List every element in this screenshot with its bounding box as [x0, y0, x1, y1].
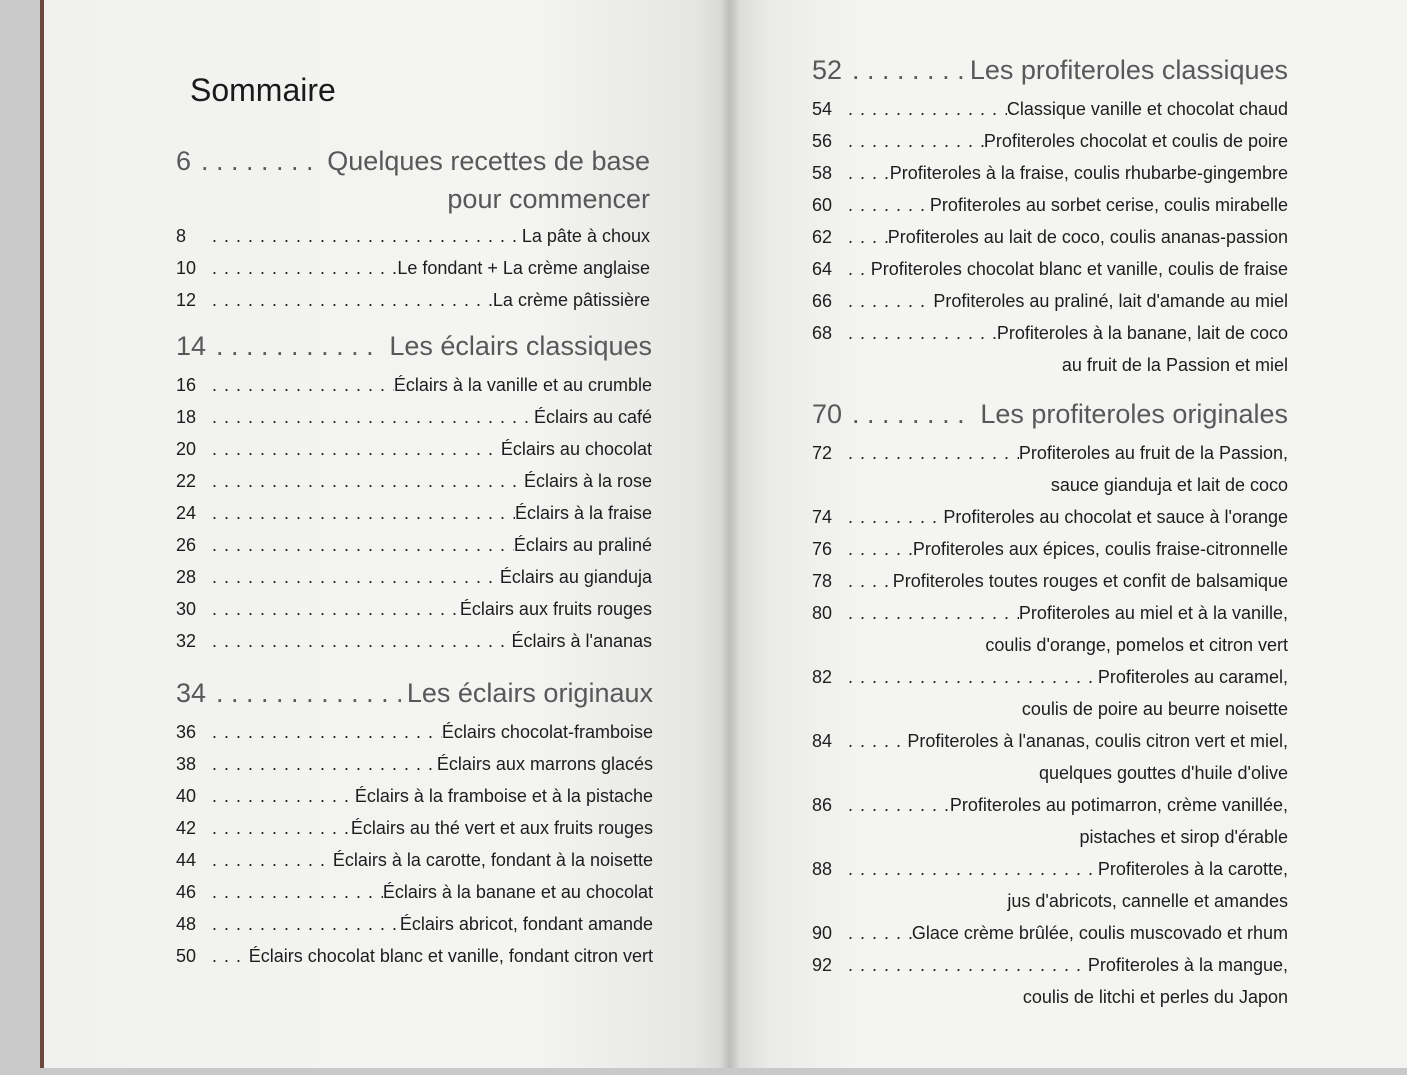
- section-page-number: 34: [176, 678, 207, 708]
- entry-title: Profiteroles à la banane, lait de coco: [996, 323, 1288, 343]
- toc-entry: [812, 317, 1288, 349]
- leader-dots: [212, 529, 514, 561]
- entry-title-continued: sauce gianduja et lait de coco: [1050, 475, 1288, 495]
- toc-entry: [812, 125, 1288, 157]
- entry-title: Éclairs chocolat blanc et vanille, fondant citron vert: [248, 946, 653, 966]
- entry-page-number: 24: [176, 503, 197, 523]
- entry-page-number: 86: [812, 795, 833, 815]
- entry-title: Profiteroles aux épices, coulis fraise-citronnelle: [912, 539, 1288, 559]
- leader-dots: [848, 157, 890, 189]
- entry-title: Profiteroles au praliné, lait d'amande au miel: [933, 291, 1288, 311]
- toc-entry: [176, 497, 652, 529]
- leader-dots: [848, 789, 950, 821]
- entry-title-continued: coulis de litchi et perles du Japon: [1022, 987, 1288, 1007]
- toc-entry: [176, 748, 653, 780]
- entry-page-number: 74: [812, 507, 833, 527]
- entry-title: Éclairs à la fraise: [514, 503, 652, 523]
- entry-title: Éclairs au thé vert et aux fruits rouges: [350, 818, 653, 838]
- leader-dots: [848, 565, 893, 597]
- entry-page-number: 84: [812, 731, 833, 751]
- entry-title: La pâte à choux: [521, 226, 650, 246]
- section-page-number: 52: [812, 55, 843, 85]
- entry-title: Glace crème brûlée, coulis muscovado et rhum: [911, 923, 1288, 943]
- leader-dots: [848, 533, 913, 565]
- entry-title: Profiteroles chocolat blanc et vanille, coulis de fraise: [870, 259, 1288, 279]
- toc-entry: [812, 285, 1288, 317]
- leader-dots: [212, 561, 500, 593]
- entry-page-number: 60: [812, 195, 833, 215]
- leader-dots: [212, 812, 351, 844]
- toc-entry: [176, 465, 652, 497]
- entry-title: Profiteroles au miel et à la vanille,: [1018, 603, 1288, 623]
- entry-page-number: 38: [176, 754, 197, 774]
- toc-entry: [176, 780, 653, 812]
- entry-page-number: 20: [176, 439, 197, 459]
- leader-dots: [212, 780, 355, 812]
- entry-page-number: 26: [176, 535, 197, 555]
- leader-dots: [212, 401, 534, 433]
- leader-dots: [212, 748, 437, 780]
- leader-dots: [848, 661, 1098, 693]
- leader-dots: [848, 725, 907, 757]
- leader-dots: [212, 433, 501, 465]
- toc-entry: [812, 501, 1288, 533]
- entry-page-number: 44: [176, 850, 197, 870]
- entry-title: Profiteroles au caramel,: [1097, 667, 1288, 687]
- entry-title: Éclairs à l'ananas: [511, 631, 652, 651]
- leader-dots: [212, 465, 524, 497]
- leader-dots: [212, 908, 400, 940]
- entry-title: Éclairs au chocolat: [500, 439, 652, 459]
- entry-page-number: 42: [176, 818, 197, 838]
- entry-title: Éclairs à la carotte, fondant à la noisette: [332, 850, 653, 870]
- section-title: Les profiteroles classiques: [969, 55, 1288, 85]
- entry-page-number: 82: [812, 667, 833, 687]
- entry-page-number: 78: [812, 571, 833, 591]
- toc-entry: [812, 789, 1288, 821]
- section-page-number: 6: [176, 146, 192, 176]
- entry-page-number: 88: [812, 859, 833, 879]
- entry-title-continued: jus d'abricots, cannelle et amandes: [1007, 891, 1288, 911]
- leader-dots: [848, 189, 930, 221]
- entry-title: Éclairs au praliné: [513, 535, 652, 555]
- entry-page-number: 30: [176, 599, 197, 619]
- entry-page-number: 48: [176, 914, 197, 934]
- leader-dots: [848, 853, 1098, 885]
- leader-dots: [212, 497, 515, 529]
- entry-page-number: 18: [176, 407, 197, 427]
- toc-entry: [176, 625, 652, 657]
- entry-title: La crème pâtissière: [492, 290, 650, 310]
- section-title-continued: pour commencer: [447, 184, 650, 214]
- entry-page-number: 56: [812, 131, 833, 151]
- section-page-number: 14: [176, 331, 207, 361]
- entry-title: Éclairs chocolat-framboise: [441, 722, 653, 742]
- entry-page-number: 68: [812, 323, 833, 343]
- entry-title-continued: au fruit de la Passion et miel: [1061, 355, 1288, 375]
- entry-page-number: 10: [176, 258, 197, 278]
- section-classic-eclairs: [176, 331, 652, 657]
- section-classic-profiteroles: [812, 55, 1288, 381]
- entry-page-number: 28: [176, 567, 197, 587]
- toc-entry: [176, 876, 653, 908]
- entry-page-number: 22: [176, 471, 197, 491]
- entry-title: Éclairs aux marrons glacés: [436, 754, 653, 774]
- entry-title: Profiteroles au chocolat et sauce à l'orange: [943, 507, 1288, 527]
- section-heading: [176, 678, 653, 716]
- leader-dots: [848, 317, 997, 349]
- entry-page-number: 50: [176, 946, 197, 966]
- section-heading: [176, 331, 652, 369]
- entry-title: Profiteroles au fruit de la Passion,: [1018, 443, 1288, 463]
- toc-entry: [176, 940, 653, 972]
- entry-page-number: 76: [812, 539, 833, 559]
- entry-page-number: 8: [176, 226, 187, 246]
- toc-entry: [176, 844, 653, 876]
- section-title: Les éclairs originaux: [406, 678, 653, 708]
- entry-page-number: 36: [176, 722, 197, 742]
- entry-title: Éclairs à la framboise et à la pistache: [354, 786, 653, 806]
- toc-entry: [812, 533, 1288, 565]
- leader-dots: [852, 399, 974, 430]
- leader-dots: [848, 501, 943, 533]
- entry-title: Profiteroles toutes rouges et confit de balsamique: [892, 571, 1288, 591]
- entry-page-number: 54: [812, 99, 833, 119]
- entry-title: Éclairs à la vanille et au crumble: [393, 375, 652, 395]
- entry-page-number: 58: [812, 163, 833, 183]
- leader-dots: [216, 678, 401, 709]
- toc-entry: [812, 189, 1288, 221]
- page-title: Sommaire: [190, 72, 336, 108]
- toc-entry: [176, 908, 653, 940]
- entry-title: Profiteroles au sorbet cerise, coulis mirabelle: [929, 195, 1288, 215]
- entry-title: Profiteroles à la mangue,: [1087, 955, 1288, 975]
- toc-entry: [812, 853, 1288, 885]
- entry-title: Profiteroles à la carotte,: [1097, 859, 1288, 879]
- leader-dots: [848, 221, 888, 253]
- leader-dots: [848, 437, 1019, 469]
- toc-entry: [176, 401, 652, 433]
- toc-entry: [176, 593, 652, 625]
- entry-title: Profiteroles au potimarron, crème vanillée,: [949, 795, 1288, 815]
- entry-page-number: 92: [812, 955, 833, 975]
- toc-entry: [812, 725, 1288, 757]
- leader-dots: [848, 125, 984, 157]
- toc-entry: [176, 369, 652, 401]
- entry-page-number: 12: [176, 290, 197, 310]
- entry-title: Éclairs au café: [533, 407, 652, 427]
- section-heading: [812, 55, 1288, 93]
- toc-entry: [812, 565, 1288, 597]
- entry-title: Profiteroles chocolat et coulis de poire: [983, 131, 1288, 151]
- leader-dots: [848, 949, 1088, 981]
- entry-page-number: 62: [812, 227, 833, 247]
- toc-entry: [812, 949, 1288, 981]
- section-title: Les profiteroles originales: [980, 399, 1288, 429]
- entry-page-number: 90: [812, 923, 833, 943]
- toc-entry: [812, 917, 1288, 949]
- leader-dots: [212, 252, 397, 284]
- leader-dots: [848, 253, 871, 285]
- entry-title-continued: coulis d'orange, pomelos et citron vert: [985, 635, 1288, 655]
- entry-title-continued: quelques gouttes d'huile d'olive: [1038, 763, 1288, 783]
- entry-page-number: 46: [176, 882, 197, 902]
- toc-entry: [176, 433, 652, 465]
- toc-entry: [176, 561, 652, 593]
- toc-entry: [812, 597, 1288, 629]
- toc-entry: [176, 220, 650, 252]
- section-title: Les éclairs classiques: [389, 331, 652, 361]
- leader-dots: [848, 93, 1007, 125]
- leader-dots: [848, 597, 1019, 629]
- entry-title: Éclairs à la rose: [523, 471, 652, 491]
- toc-entry: [176, 284, 650, 316]
- toc-entry: [812, 93, 1288, 125]
- toc-entry: [176, 252, 650, 284]
- entry-page-number: 66: [812, 291, 833, 311]
- entry-title: Profiteroles au lait de coco, coulis ananas-passion: [887, 227, 1288, 247]
- leader-dots: [852, 55, 964, 86]
- entry-title-continued: pistaches et sirop d'érable: [1079, 827, 1288, 847]
- section-heading: [812, 399, 1288, 437]
- entry-title: Éclairs abricot, fondant amande: [399, 914, 653, 934]
- leader-dots: [212, 844, 333, 876]
- entry-page-number: 32: [176, 631, 197, 651]
- leader-dots: [216, 331, 383, 362]
- leader-dots: [848, 917, 912, 949]
- section-heading: [176, 146, 650, 184]
- book-gutter: [720, 0, 740, 1068]
- toc-entry: [176, 529, 652, 561]
- leader-dots: [201, 146, 321, 177]
- leader-dots: [212, 220, 522, 252]
- toc-entry: [812, 253, 1288, 285]
- leader-dots: [212, 940, 249, 972]
- entry-title: Classique vanille et chocolat chaud: [1006, 99, 1288, 119]
- section-original-profiteroles: [812, 399, 1288, 1013]
- entry-title-continued: coulis de poire au beurre noisette: [1021, 699, 1288, 719]
- section-original-eclairs: [176, 678, 653, 972]
- leader-dots: [212, 625, 511, 657]
- entry-page-number: 64: [812, 259, 833, 279]
- leader-dots: [212, 369, 394, 401]
- toc-entry: [176, 716, 653, 748]
- section-title: Quelques recettes de base: [327, 146, 650, 176]
- entry-title: Profiteroles à la fraise, coulis rhubarbe-gingembre: [889, 163, 1288, 183]
- entry-title: Éclairs au gianduja: [499, 567, 652, 587]
- entry-page-number: 80: [812, 603, 833, 623]
- toc-entry: [812, 437, 1288, 469]
- section-page-number: 70: [812, 399, 843, 429]
- leader-dots: [212, 593, 460, 625]
- entry-title: Profiteroles à l'ananas, coulis citron vert et miel,: [907, 731, 1288, 751]
- leader-dots: [212, 284, 493, 316]
- leader-dots: [848, 285, 933, 317]
- entry-title: Éclairs à la banane et au chocolat: [382, 882, 653, 902]
- toc-entry: [812, 157, 1288, 189]
- toc-entry: [812, 221, 1288, 253]
- entry-page-number: 40: [176, 786, 197, 806]
- entry-title: Éclairs aux fruits rouges: [459, 599, 652, 619]
- section-base-recipes: [176, 146, 650, 316]
- leader-dots: [212, 716, 442, 748]
- entry-page-number: 72: [812, 443, 833, 463]
- toc-entry: [176, 812, 653, 844]
- entry-page-number: 16: [176, 375, 197, 395]
- entry-title: Le fondant + La crème anglaise: [397, 258, 650, 278]
- toc-entry: [812, 661, 1288, 693]
- leader-dots: [212, 876, 383, 908]
